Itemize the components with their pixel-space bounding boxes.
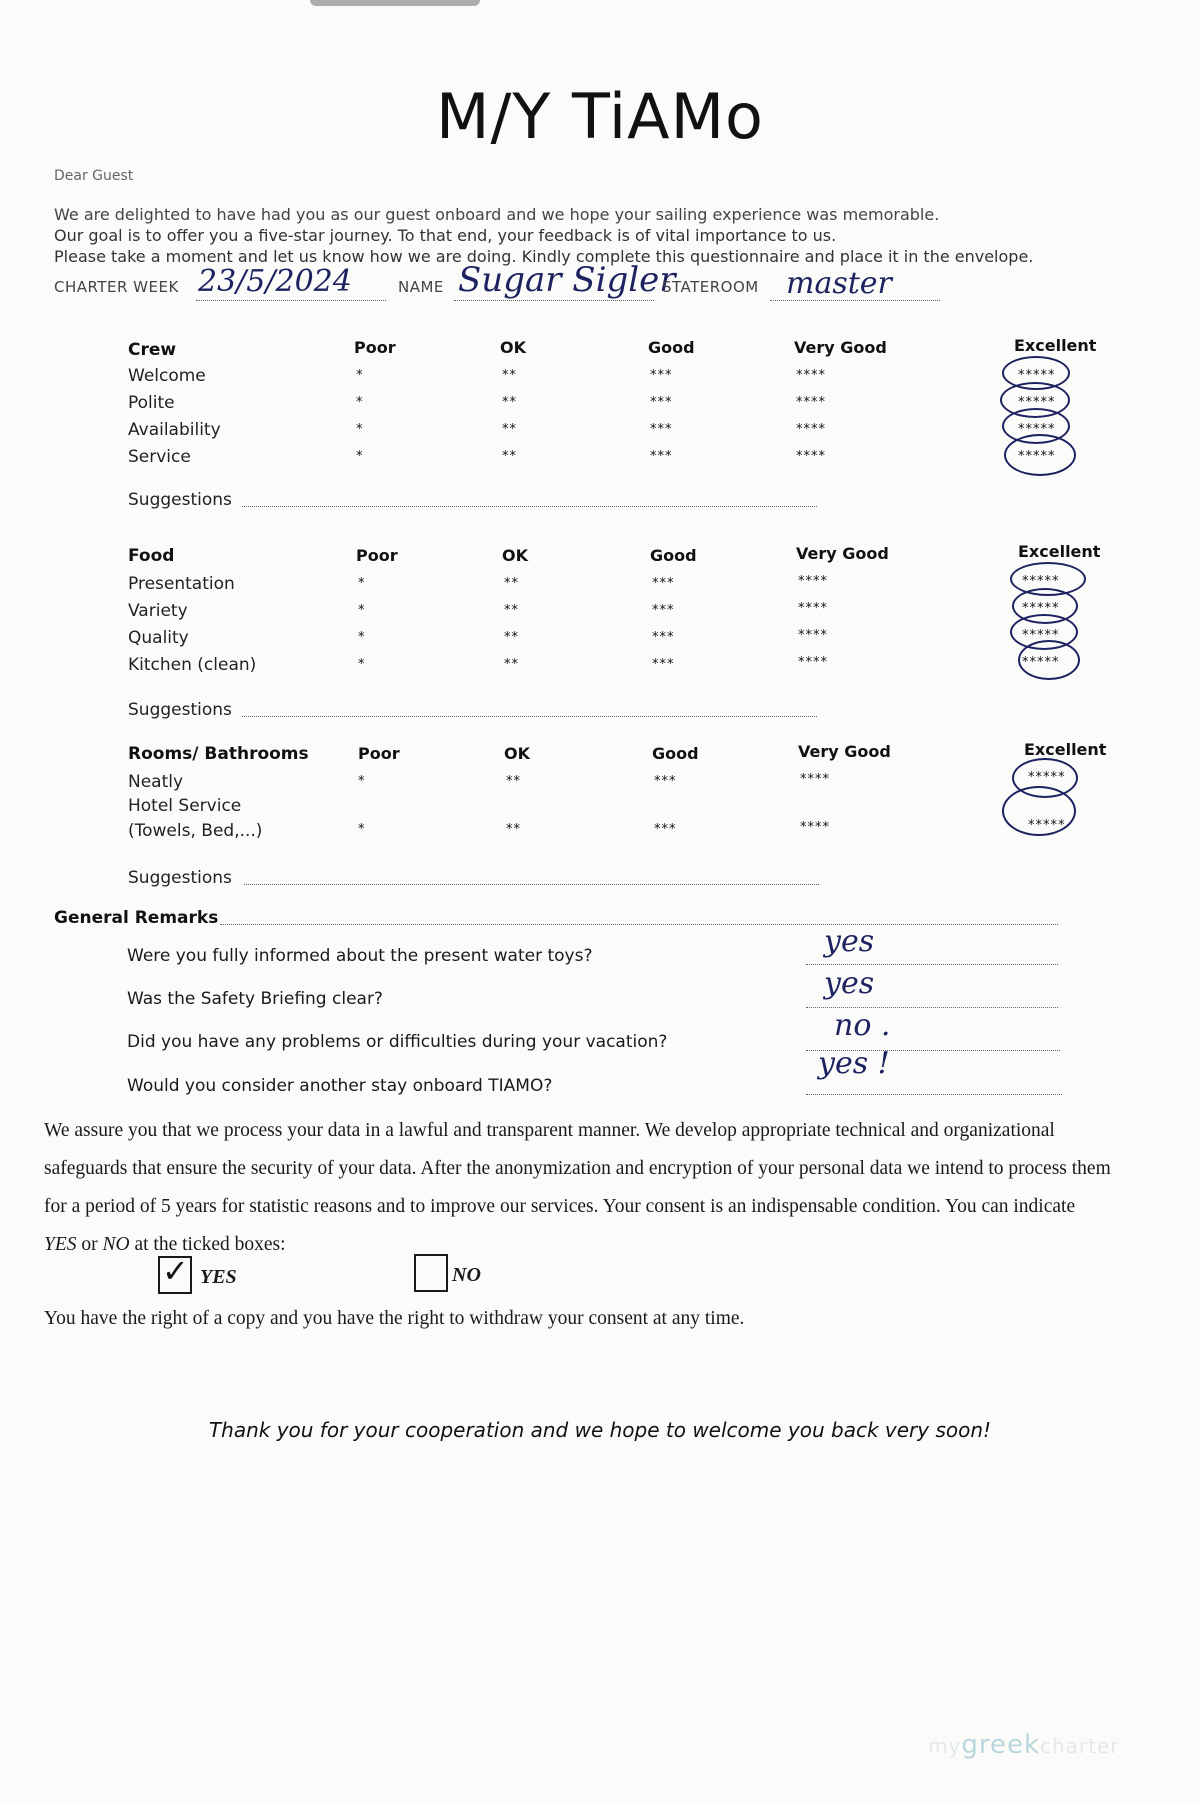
rating-poor[interactable]: * (358, 576, 366, 591)
rating-poor[interactable]: * (356, 395, 364, 410)
rating-poor[interactable]: * (358, 657, 366, 672)
rating-good[interactable]: *** (654, 774, 677, 789)
intro-text (54, 204, 1033, 267)
remark-question: Did you have any problems or difficulties during your vacation? (127, 1032, 668, 1052)
rating-good[interactable]: *** (650, 395, 673, 410)
charter-week-line (196, 300, 386, 301)
rating-very-good[interactable]: **** (798, 655, 828, 670)
food-row-label: Quality (128, 628, 189, 648)
rating-poor[interactable]: * (358, 603, 366, 618)
rating-poor[interactable]: * (356, 422, 364, 437)
rating-very-good[interactable]: **** (796, 422, 826, 437)
food-row-label: Presentation (128, 574, 235, 594)
rating-good[interactable]: *** (650, 368, 673, 383)
food-suggestions-line[interactable] (242, 716, 817, 717)
intro-line: Please take a moment and let us know how we are doing. Kindly complete this questionnaire and place it in the envelope. (54, 247, 1034, 266)
col-excellent: Excellent (1014, 336, 1097, 355)
rating-very-good[interactable]: **** (796, 368, 826, 383)
crew-row-label: Polite (128, 393, 175, 413)
rating-ok[interactable]: ** (502, 395, 517, 410)
food-row-label: Kitchen (clean) (128, 655, 257, 675)
rating-poor[interactable]: * (358, 774, 366, 789)
selection-circle (1002, 786, 1076, 836)
rating-poor[interactable]: * (358, 630, 366, 645)
scan-shadow (310, 0, 480, 6)
crew-row-label: Welcome (128, 366, 206, 386)
rating-ok[interactable]: ** (502, 368, 517, 383)
rating-very-good[interactable]: **** (800, 820, 830, 835)
col-poor: Poor (356, 546, 398, 565)
remark-question: Were you fully informed about the present water toys? (127, 946, 593, 966)
watermark-suffix: charter (1040, 1734, 1120, 1758)
charter-week-value[interactable]: 23/5/2024 (198, 264, 352, 299)
remark-answer-line (806, 964, 1058, 965)
rating-good[interactable]: *** (652, 657, 675, 672)
rating-very-good[interactable]: **** (800, 772, 830, 787)
rating-poor[interactable]: * (356, 368, 364, 383)
consent-line: for a period of 5 years for statistic reasons and to improve our services. Your consent is an indispensable condition. You can indicate (44, 1196, 1076, 1217)
rooms-row-label: Hotel Service (128, 796, 242, 816)
rating-excellent[interactable]: ***** (1018, 368, 1056, 383)
rooms-row-label: Neatly (128, 772, 184, 792)
watermark-logo (928, 1730, 1120, 1760)
rating-good[interactable]: *** (652, 630, 675, 645)
rating-excellent[interactable]: ***** (1022, 574, 1060, 589)
col-poor: Poor (358, 744, 400, 763)
consent-no-label: NO (452, 1264, 481, 1286)
col-good: Good (652, 744, 699, 763)
consent-indicate-line (44, 1226, 1194, 1264)
stateroom-value[interactable]: master (786, 266, 892, 301)
rating-ok[interactable]: ** (502, 422, 517, 437)
crew-row-label: Availability (128, 420, 221, 440)
rooms-suggestions-label: Suggestions (128, 868, 232, 888)
rating-excellent[interactable]: ***** (1028, 770, 1066, 785)
rating-very-good[interactable]: **** (798, 601, 828, 616)
name-label: NAME (398, 278, 444, 296)
selection-circle (1018, 640, 1080, 680)
food-section-title: Food (128, 546, 175, 566)
check-mark-icon: ✓ (162, 1252, 189, 1290)
rating-ok[interactable]: ** (506, 822, 521, 837)
col-excellent: Excellent (1024, 740, 1107, 759)
document-title: M/Y TiAMo (436, 80, 764, 153)
rating-poor[interactable]: * (356, 449, 364, 464)
stateroom-label: STATEROOM (662, 278, 759, 296)
remark-answer[interactable]: yes (824, 924, 875, 959)
rating-very-good[interactable]: **** (798, 574, 828, 589)
watermark-brand: greek (961, 1730, 1040, 1760)
remark-answer[interactable]: yes ! (818, 1046, 890, 1081)
food-row-label: Variety (128, 601, 188, 621)
intro-line: We are delighted to have had you as our guest onboard and we hope your sailing experience was memorable. (54, 205, 940, 224)
consent-yes-label: YES (200, 1266, 237, 1288)
rating-good[interactable]: *** (652, 576, 675, 591)
rooms-row-label: (Towels, Bed,...) (128, 821, 263, 841)
remark-question: Would you consider another stay onboard TIAMO? (127, 1076, 553, 1096)
watermark-prefix: my (928, 1734, 962, 1758)
rating-good[interactable]: *** (652, 603, 675, 618)
no-word: NO (102, 1234, 130, 1255)
rating-excellent[interactable]: ***** (1018, 395, 1056, 410)
crew-suggestions-line[interactable] (242, 506, 817, 507)
rating-ok[interactable]: ** (504, 603, 519, 618)
col-ok: OK (500, 338, 526, 357)
consent-no-checkbox[interactable] (414, 1254, 448, 1292)
rating-good[interactable]: *** (650, 449, 673, 464)
name-value[interactable]: Sugar Sigler (458, 260, 676, 300)
rating-ok[interactable]: ** (504, 630, 519, 645)
consent-line: We assure you that we process your data in a lawful and transparent manner. We develop appropriate technical and organizational (44, 1120, 1055, 1141)
rights-line: You have the right of a copy and you have the right to withdraw your consent at any time. (44, 1308, 745, 1329)
general-remarks-line[interactable] (220, 924, 1058, 925)
or-word: or (81, 1234, 98, 1255)
col-very-good: Very Good (794, 338, 887, 357)
col-poor: Poor (354, 338, 396, 357)
rating-ok[interactable]: ** (504, 576, 519, 591)
crew-row-label: Service (128, 447, 191, 467)
consent-yes-checkbox[interactable] (158, 1252, 192, 1294)
rating-excellent[interactable]: ***** (1022, 601, 1060, 616)
col-very-good: Very Good (798, 742, 891, 761)
crew-suggestions-label: Suggestions (128, 490, 232, 510)
rating-excellent[interactable]: ***** (1018, 422, 1056, 437)
col-very-good: Very Good (796, 544, 889, 563)
col-good: Good (648, 338, 695, 357)
rooms-suggestions-line[interactable] (244, 884, 819, 885)
rating-very-good[interactable]: **** (796, 395, 826, 410)
remark-answer-line (806, 1094, 1062, 1095)
intro-line: Our goal is to offer you a five-star journey. To that end, your feedback is of vital importance to us. (54, 226, 837, 245)
col-excellent: Excellent (1018, 542, 1101, 561)
general-remarks-label: General Remarks (54, 908, 219, 928)
rating-ok[interactable]: ** (502, 449, 517, 464)
rating-ok[interactable]: ** (506, 774, 521, 789)
name-line (454, 300, 654, 301)
remark-answer[interactable]: yes (824, 966, 875, 1001)
rating-good[interactable]: *** (650, 422, 673, 437)
remark-question: Was the Safety Briefing clear? (127, 989, 383, 1009)
rating-very-good[interactable]: **** (798, 628, 828, 643)
rating-excellent[interactable]: ***** (1018, 449, 1056, 464)
rating-excellent[interactable]: ***** (1022, 655, 1060, 670)
col-ok: OK (504, 744, 530, 763)
food-suggestions-label: Suggestions (128, 700, 232, 720)
closing-message: Thank you for your cooperation and we hope to welcome you back very soon! (208, 1418, 992, 1442)
rating-excellent[interactable]: ***** (1028, 818, 1066, 833)
rating-poor[interactable]: * (358, 822, 366, 837)
rating-very-good[interactable]: **** (796, 449, 826, 464)
rating-good[interactable]: *** (654, 822, 677, 837)
crew-section-title: Crew (128, 340, 177, 360)
salutation: Dear Guest (54, 168, 134, 184)
col-ok: OK (502, 546, 528, 565)
remark-answer[interactable]: no . (834, 1008, 891, 1043)
rooms-section-title: Rooms/ Bathrooms (128, 744, 309, 764)
charter-week-label: CHARTER WEEK (54, 278, 179, 296)
rating-excellent[interactable]: ***** (1022, 628, 1060, 643)
consent-line: safeguards that ensure the security of your data. After the anonymization and encryption of your personal data we intend to process them (44, 1158, 1111, 1179)
ticked-boxes-text: at the ticked boxes: (134, 1234, 286, 1255)
col-good: Good (650, 546, 697, 565)
yes-word: YES (44, 1234, 77, 1255)
selection-circle (1004, 434, 1076, 476)
rating-ok[interactable]: ** (504, 657, 519, 672)
